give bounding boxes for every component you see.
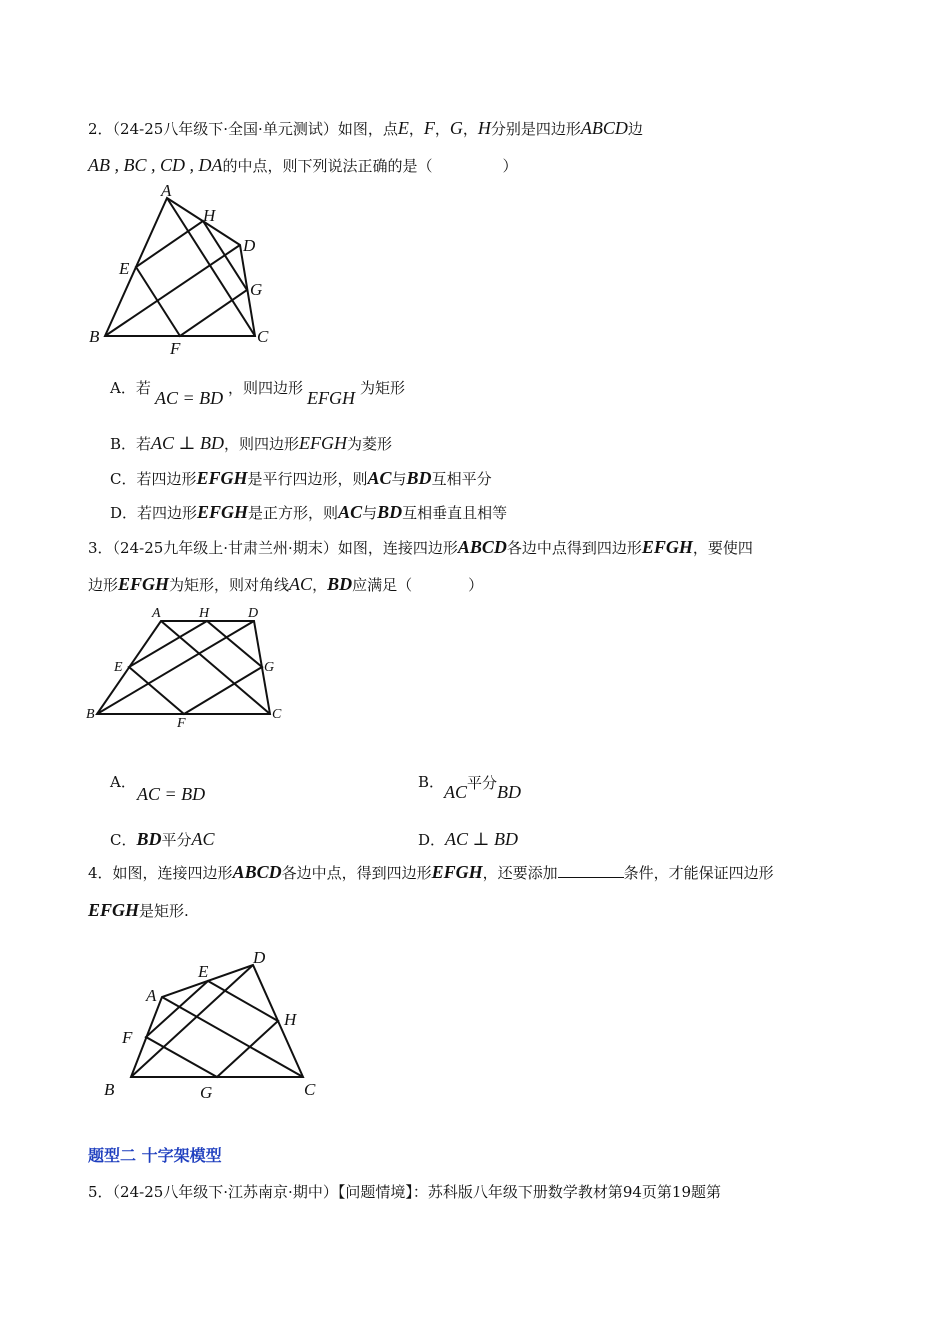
q3-option-c: C．BD平分AC: [110, 829, 215, 849]
q3-label-e: E: [114, 660, 123, 675]
q2-sides: AB , BC , CD , DA: [88, 155, 223, 175]
q3-label-h: H: [199, 606, 210, 621]
q4-line2: EFGH是矩形.: [88, 900, 189, 920]
q2-point-e: E: [397, 118, 409, 138]
q3-label-f: F: [177, 716, 186, 731]
q3-option-a: A．: [110, 773, 136, 791]
q2-text-d: 的中点，则下列说法正确的是（: [222, 157, 433, 175]
q3-label-a: A: [152, 606, 161, 621]
q2-point-f: F: [423, 118, 435, 138]
q2-option-c: C．若四边形EFGH是平行四边形，则AC与BD互相平分: [110, 468, 492, 488]
q4-label-e: E: [198, 962, 209, 981]
q2-line1: 2．（24-25八年级下·全国·单元测试）如图，点E，F，G，H分别是四边形ABCD边: [88, 118, 643, 138]
q3-label-c: C: [272, 707, 282, 722]
q4-figure: [98, 945, 328, 1105]
q2-line2: AB , BC , CD , DA的中点，则下列说法正确的是（ ）: [88, 155, 518, 175]
q3-figure: [84, 603, 289, 731]
q4-label-b: B: [104, 1080, 115, 1099]
q3-line1: 3．（24-25九年级上·甘肃兰州·期末）如图，连接四边形ABCD各边中点得到四边形EFGH，要使四: [88, 537, 753, 557]
q2-option-a-text2: 为矩形: [360, 379, 406, 397]
q2-option-a-math: AC = BD: [155, 388, 224, 408]
q2-number: 2．: [88, 120, 113, 138]
q2-option-d: D．若四边形EFGH是正方形，则AC与BD互相垂直且相等: [110, 502, 508, 522]
q2-point-g: G: [449, 118, 463, 138]
q5-line1: 5．（24-25八年级下·江苏南京·期中）【问题情境】：苏科版八年级下册数学教材第94页第19题第: [88, 1183, 722, 1201]
q3-line2: 边形EFGH为矩形，则对角线AC，BD应满足（ ）: [88, 574, 484, 594]
q3-option-d: D．AC ⊥ BD: [418, 829, 518, 849]
q2-label-f: F: [170, 339, 181, 358]
q2-text-a: 如图，点: [337, 120, 398, 138]
q3-option-a-math: AC = BD: [137, 784, 206, 804]
q4-label-h: H: [284, 1010, 297, 1029]
q2-text-b: 分别是四边形: [490, 120, 581, 138]
q2-label-b: B: [89, 327, 100, 346]
q2-source: （24-25八年级下·全国·单元测试）: [112, 120, 338, 138]
q3-label-g: G: [264, 660, 275, 675]
q4-label-d: D: [253, 948, 266, 967]
q3-option-b-math: AC平分BD: [444, 774, 522, 802]
q2-label-g: G: [250, 280, 263, 299]
q2-option-a-efgh: EFGH: [307, 388, 355, 408]
q4-label-c: C: [304, 1080, 316, 1099]
q2-label-c: C: [257, 327, 269, 346]
q4-line1: 4．如图，连接四边形ABCD各边中点，得到四边形EFGH，还要添加 条件，才能保证四边形: [88, 862, 774, 882]
q4-diagonal-ac: [162, 997, 303, 1077]
q2-abcd: ABCD: [580, 118, 628, 138]
q2-label-a: A: [161, 183, 172, 200]
q2-option-a: A．若: [110, 379, 151, 397]
q3-label-b: B: [86, 707, 95, 722]
q4-label-f: F: [122, 1028, 133, 1047]
q2-point-h: H: [477, 118, 491, 138]
q2-option-b: B．若AC ⊥ BD，则四边形EFGH为菱形: [110, 433, 392, 453]
q2-label-e: E: [119, 259, 130, 278]
q2-label-d: D: [243, 236, 256, 255]
q3-option-b: B．: [418, 773, 445, 791]
q2-label-h: H: [203, 206, 216, 225]
q3-label-d: D: [248, 606, 259, 621]
q4-label-a: A: [146, 986, 157, 1005]
q3-quad-efgh: [129, 621, 262, 714]
section-heading: 题型二 十字架模型: [88, 1146, 222, 1165]
q2-option-a-text: ，则四边形: [228, 379, 304, 397]
q2-figure: [85, 183, 285, 358]
q4-label-g: G: [200, 1083, 213, 1102]
q4-answer-blank[interactable]: [558, 863, 624, 878]
